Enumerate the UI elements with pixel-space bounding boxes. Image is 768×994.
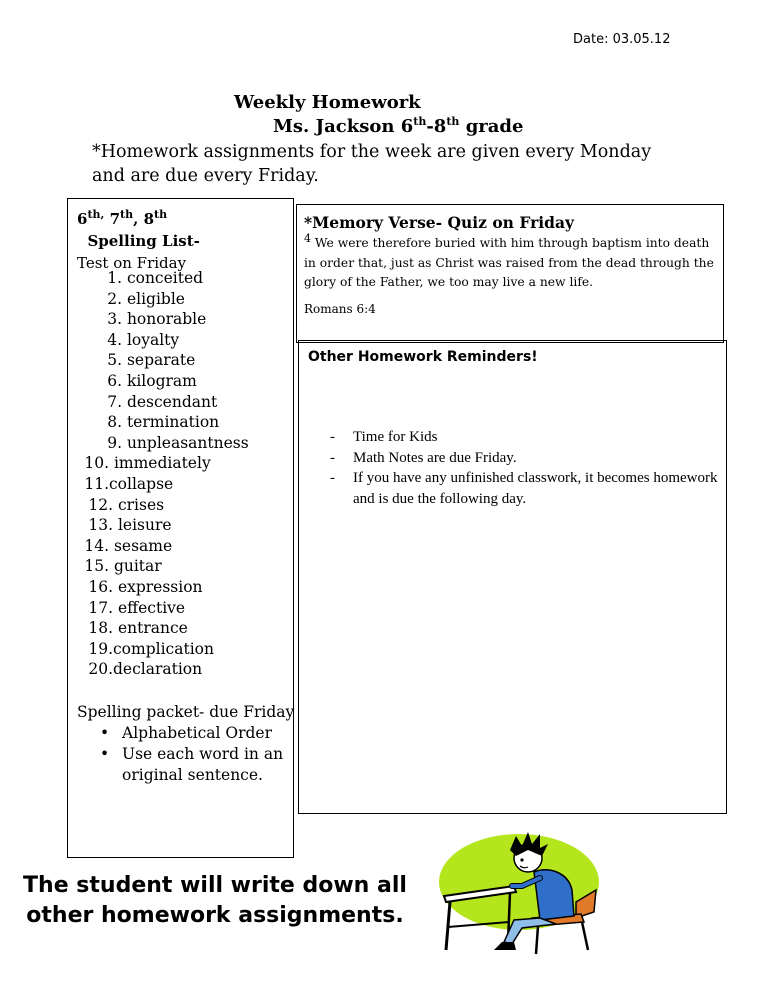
list-item [77, 536, 249, 557]
word: separate [126, 351, 196, 370]
word-number: 15. [84, 557, 109, 576]
memory-verse-title: *Memory Verse- Quiz on Friday [304, 213, 575, 232]
superscript: th [154, 208, 168, 221]
word: immediately [113, 454, 211, 473]
reminders-box [298, 340, 727, 814]
list-item [77, 350, 249, 371]
word-number: 1. [107, 269, 122, 287]
word: complication [113, 639, 214, 658]
list-item [77, 495, 249, 516]
word: sesame [113, 536, 173, 555]
list-item [77, 618, 249, 639]
superscript: th [446, 115, 460, 128]
word-number: 5. [107, 351, 122, 370]
memory-verse-text [304, 231, 716, 293]
word: kilogram [126, 371, 197, 390]
word-number: 16. [88, 577, 113, 596]
footer-note: The student will write down all other homework assignments. [23, 873, 407, 928]
student-writing-at-desk-clipart [436, 832, 606, 957]
word: entrance [117, 619, 188, 638]
list-item [77, 433, 249, 454]
word-number: 17. [88, 598, 113, 617]
word-number: 13. [88, 516, 113, 535]
word-number: 10. [84, 454, 109, 473]
word-number: 19. [88, 639, 113, 658]
list-item [77, 453, 249, 474]
spelling-test-label: Test on Friday [77, 254, 187, 272]
word: descendant [126, 392, 218, 411]
list-item [77, 289, 249, 310]
word-number: 8. [107, 413, 122, 432]
superscript: th, [87, 208, 105, 221]
word-number: 18. [88, 619, 113, 638]
word: conceited [126, 269, 204, 287]
word-number: 4. [107, 330, 122, 349]
superscript: th [120, 208, 134, 221]
spelling-list-label: Spelling List- [77, 232, 200, 250]
list-item [77, 371, 249, 392]
word: declaration [113, 660, 203, 679]
list-item: • Use each word in an original sentence. [122, 744, 307, 786]
teacher-name: Ms. Jackson 6 [273, 116, 414, 137]
list-item: - If you have any unfinished classwork, it becomes homework and is due the following day. [353, 468, 733, 509]
list-item [77, 556, 249, 577]
word-number: 20. [88, 660, 113, 679]
list-item [77, 309, 249, 330]
teacher-grade-line [273, 116, 523, 137]
list-item [77, 515, 249, 536]
word: loyalty [126, 330, 180, 349]
word: eligible [126, 289, 185, 308]
verse-body: We were therefore buried with him through baptism into death in order that, just as Christ was raised from the dead through the glory of the Father, we too may live a new life. [304, 236, 714, 289]
grade-range: -8 [426, 116, 447, 137]
superscript: th [413, 115, 427, 128]
list-item [77, 412, 249, 433]
spelling-packet-list [100, 723, 307, 786]
word-number: 3. [107, 310, 122, 329]
word-number: 14. [84, 536, 109, 555]
word: honorable [126, 310, 207, 329]
word-number: 6. [107, 371, 122, 390]
list-item [77, 474, 249, 495]
grade-6: 6 [77, 210, 88, 228]
grade-7: 7 [104, 210, 121, 228]
word-number: 9. [107, 433, 122, 452]
verse-reference: Romans 6:4 [304, 302, 376, 316]
word: leisure [117, 516, 172, 535]
grade-word: grade [459, 116, 524, 137]
list-item: - Time for Kids [353, 427, 733, 448]
grade-8: , 8 [133, 210, 155, 228]
list-item: - Math Notes are due Friday. [353, 448, 733, 469]
word: termination [126, 413, 220, 432]
list-item: • Alphabetical Order [122, 723, 307, 744]
date-label: Date: 03.05.12 [573, 32, 671, 47]
list-item [77, 330, 249, 351]
intro-note: *Homework assignments for the week are given every Monday and are due every Friday. [92, 142, 652, 186]
reminders-title: Other Homework Reminders! [308, 349, 538, 365]
word-number: 11. [84, 474, 109, 493]
list-item [77, 659, 249, 680]
page-title: Weekly Homework [234, 92, 421, 113]
word: collapse [109, 474, 174, 493]
verse-number: 4 [304, 231, 311, 245]
list-item [77, 392, 249, 413]
list-item [77, 639, 249, 660]
word-number: 2. [107, 289, 122, 308]
list-item [77, 268, 249, 289]
spelling-packet-title: Spelling packet- due Friday [77, 703, 295, 721]
word: crises [117, 495, 165, 514]
word: expression [117, 577, 203, 596]
list-item [77, 598, 249, 619]
clipart-drawing [436, 832, 606, 957]
word: unpleasantness [126, 433, 249, 452]
word-number: 7. [107, 392, 122, 411]
word-number: 12. [88, 495, 113, 514]
list-item [77, 577, 249, 598]
word: guitar [113, 557, 162, 576]
reminders-list [330, 427, 733, 509]
spelling-word-list [77, 268, 249, 680]
word: effective [117, 598, 186, 617]
spelling-heading [77, 208, 287, 274]
